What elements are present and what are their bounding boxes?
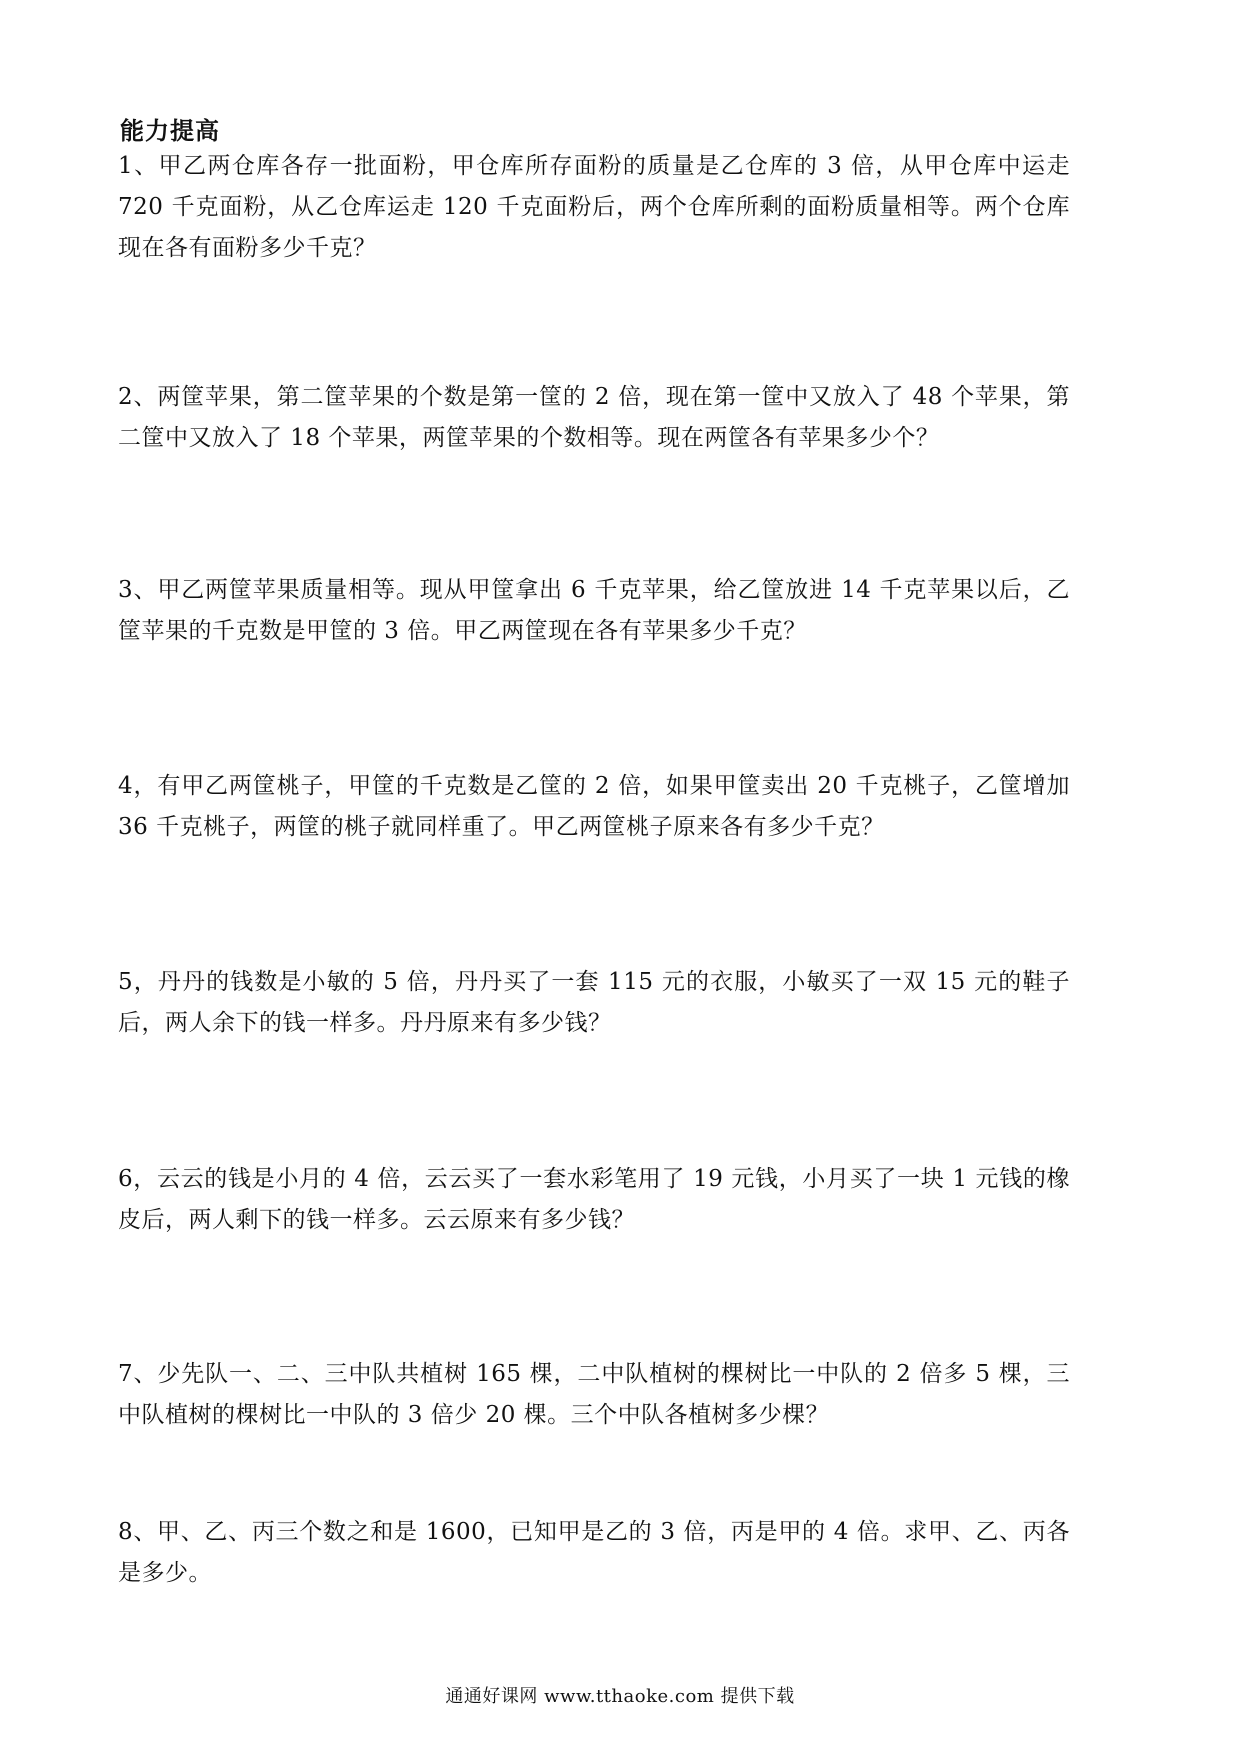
problem-6: 6，云云的钱是小月的 4 倍，云云买了一套水彩笔用了 19 元钱，小月买了一块 1 元钱的橡皮后，两人剩下的钱一样多。云云原来有多少钱？ (118, 1166, 1070, 1233)
problem-2: 2、两筐苹果，第二筐苹果的个数是第一筐的 2 倍，现在第一筐中又放入了 48 个苹果，第二筐中又放入了 18 个苹果，两筐苹果的个数相等。现在两筐各有苹果多少个？ (118, 384, 1070, 451)
problem-4: 4，有甲乙两筐桃子，甲筐的千克数是乙筐的 2 倍，如果甲筐卖出 20 千克桃子，乙筐增加 36 千克桃子，两筐的桃子就同样重了。甲乙两筐桃子原来各有多少千克？ (118, 773, 1070, 840)
problem-5: 5，丹丹的钱数是小敏的 5 倍，丹丹买了一套 115 元的衣服，小敏买了一双 15 元的鞋子后，两人余下的钱一样多。丹丹原来有多少钱？ (118, 969, 1070, 1036)
problem-7: 7、少先队一、二、三中队共植树 165 棵，二中队植树的棵树比一中队的 2 倍多 5 棵，三中队植树的棵树比一中队的 3 倍少 20 棵。三个中队各植树多少棵？ (118, 1361, 1070, 1428)
problem-1: 1、甲乙两仓库各存一批面粉，甲仓库所存面粉的质量是乙仓库的 3 倍，从甲仓库中运走 720 千克面粉，从乙仓库运走 120 千克面粉后，两个仓库所剩的面粉质量相等。两个仓库现在各有面粉多少千克？ (118, 153, 1070, 261)
problem-8: 8、甲、乙、丙三个数之和是 1600，已知甲是乙的 3 倍，丙是甲的 4 倍。求甲、乙、丙各是多少。 (118, 1519, 1070, 1586)
problem-3: 3、甲乙两筐苹果质量相等。现从甲筐拿出 6 千克苹果，给乙筐放进 14 千克苹果以后，乙筐苹果的千克数是甲筐的 3 倍。甲乙两筐现在各有苹果多少千克？ (118, 577, 1070, 644)
section-title: 能力提高 (120, 117, 220, 145)
page-footer: 通通好课网 www.tthaoke.com 提供下载 (445, 1686, 795, 1707)
